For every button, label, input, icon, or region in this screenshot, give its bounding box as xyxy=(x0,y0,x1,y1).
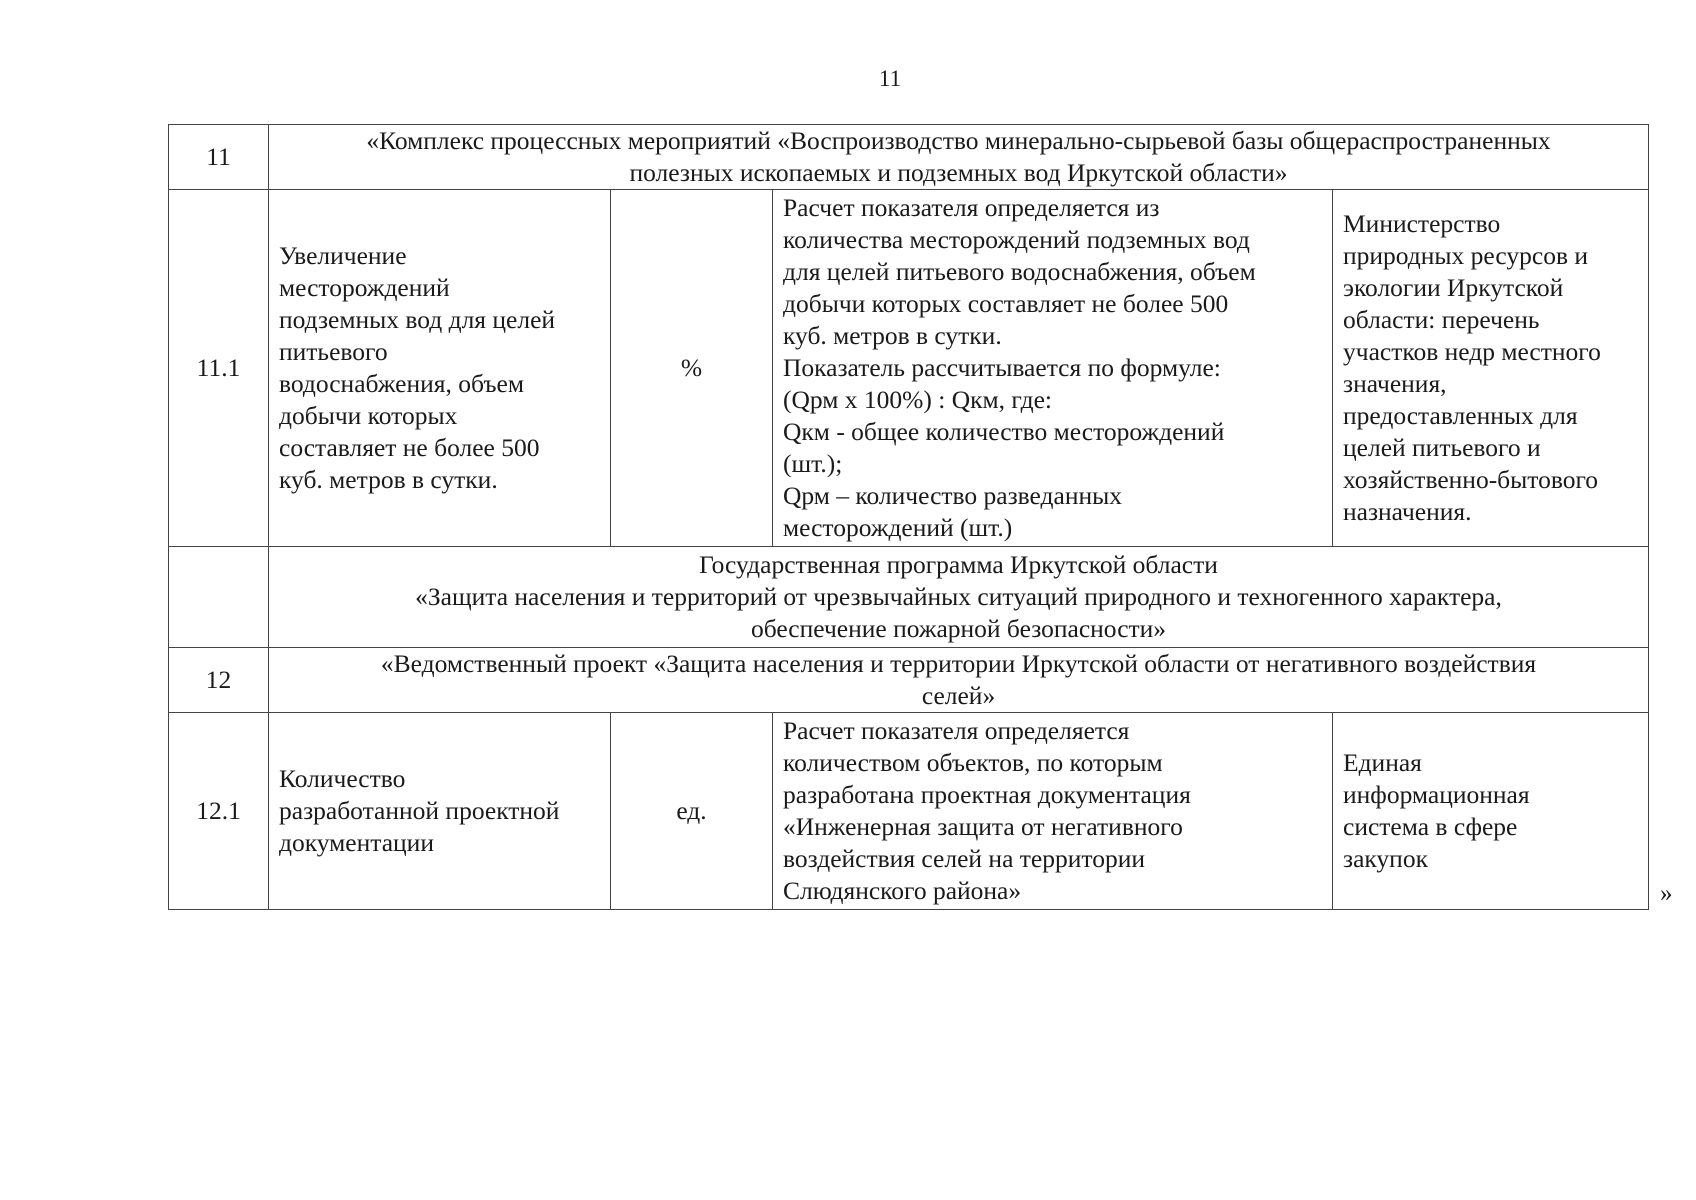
source-line: закупок xyxy=(1343,844,1428,873)
section-title-line: полезных ископаемых и подземных вод Иркутской области» xyxy=(629,158,1288,187)
indicator-name-line: составляет не более 500 xyxy=(279,433,540,462)
indicator-name-line: питьевого xyxy=(279,337,388,366)
section-title-line: «Ведомственный проект «Защита населения и территории Иркутской области от негативного воздействия xyxy=(380,649,1537,678)
method-line: Слюдянского района» xyxy=(783,876,1022,905)
indicator-name-line: Количество xyxy=(279,764,406,793)
method-line: Расчет показателя определяется из xyxy=(783,193,1160,222)
calculation-method-cell xyxy=(773,190,1333,547)
indicator-name-line: подземных вод для целей xyxy=(279,305,556,334)
section-title xyxy=(269,125,1649,190)
source-line: участков недр местного xyxy=(1343,337,1601,366)
indicator-name-cell xyxy=(269,190,611,547)
row-number: 11 xyxy=(169,125,269,190)
program-title-line: обеспечение пожарной безопасности» xyxy=(750,614,1167,643)
table-row-program xyxy=(169,547,1649,648)
program-title-line: «Защита населения и территорий от чрезвычайных ситуаций природного и техногенного характера, xyxy=(415,582,1502,611)
source-line: хозяйственно-бытового xyxy=(1343,465,1599,494)
section-title-line: селей» xyxy=(921,681,996,710)
indicator-name-line: разработанной проектной xyxy=(279,796,560,825)
source-line: назначения. xyxy=(1343,497,1472,526)
empty-number-cell xyxy=(169,547,269,648)
indicator-name-line: добычи которых xyxy=(279,401,458,430)
method-line: Qрм – количество разведанных xyxy=(783,481,1123,510)
method-line: для целей питьевого водоснабжения, объем xyxy=(783,257,1256,286)
method-line: месторождений (шт.) xyxy=(783,513,1013,542)
source-line: Министерство xyxy=(1343,209,1501,238)
table-row-12-1 xyxy=(169,713,1649,910)
method-line: Qкм - общее количество месторождений xyxy=(783,417,1225,446)
unit-cell: ед. xyxy=(611,713,773,910)
row-number: 11.1 xyxy=(169,190,269,547)
source-line: система в сфере xyxy=(1343,812,1518,841)
row-number: 12 xyxy=(169,648,269,713)
table-row-11-1 xyxy=(169,190,1649,547)
indicator-name-line: куб. метров в сутки. xyxy=(279,465,498,494)
row-number: 12.1 xyxy=(169,713,269,910)
source-line: экологии Иркутской xyxy=(1343,273,1564,302)
method-line: количеством объектов, по которым xyxy=(783,748,1163,777)
indicator-name-line: месторождений xyxy=(279,273,450,302)
indicators-table xyxy=(168,124,1649,910)
method-line: «Инженерная защита от негативного xyxy=(783,812,1183,841)
method-line: (Qрм х 100%) : Qкм, где: xyxy=(783,385,1052,414)
closing-quote: » xyxy=(1660,880,1673,907)
table-row-11 xyxy=(169,125,1649,190)
calculation-method-cell xyxy=(773,713,1333,910)
method-line: Расчет показателя определяется xyxy=(783,716,1130,745)
method-line: (шт.); xyxy=(783,449,843,478)
source-line: Единая xyxy=(1343,748,1422,777)
method-line: добычи которых составляет не более 500 xyxy=(783,289,1229,318)
source-line: природных ресурсов и xyxy=(1343,241,1589,270)
table-row-12 xyxy=(169,648,1649,713)
method-line: Показатель рассчитывается по формуле: xyxy=(783,353,1221,382)
indicator-name-line: водоснабжения, объем xyxy=(279,369,524,398)
unit-cell: % xyxy=(611,190,773,547)
source-line: предоставленных для xyxy=(1343,401,1578,430)
method-line: воздействия селей на территории xyxy=(783,844,1145,873)
indicator-name-cell xyxy=(269,713,611,910)
method-line: количества месторождений подземных вод xyxy=(783,225,1250,254)
source-line: области: перечень xyxy=(1343,305,1540,334)
data-source-cell xyxy=(1333,190,1649,547)
source-line: значения, xyxy=(1343,369,1447,398)
source-line: информационная xyxy=(1343,780,1530,809)
indicator-name-line: документации xyxy=(279,828,434,857)
indicator-name-line: Увеличение xyxy=(279,241,407,270)
data-source-cell xyxy=(1333,713,1649,910)
program-title xyxy=(269,547,1649,648)
program-title-line: Государственная программа Иркутской области xyxy=(699,550,1218,579)
section-title xyxy=(269,648,1649,713)
method-line: куб. метров в сутки. xyxy=(783,321,1002,350)
source-line: целей питьевого и xyxy=(1343,433,1541,462)
section-title-line: «Комплекс процессных мероприятий «Воспроизводство минерально-сырьевой базы общераспространенных xyxy=(366,126,1551,155)
page-number: 11 xyxy=(878,66,902,91)
method-line: разработана проектная документация xyxy=(783,780,1191,809)
